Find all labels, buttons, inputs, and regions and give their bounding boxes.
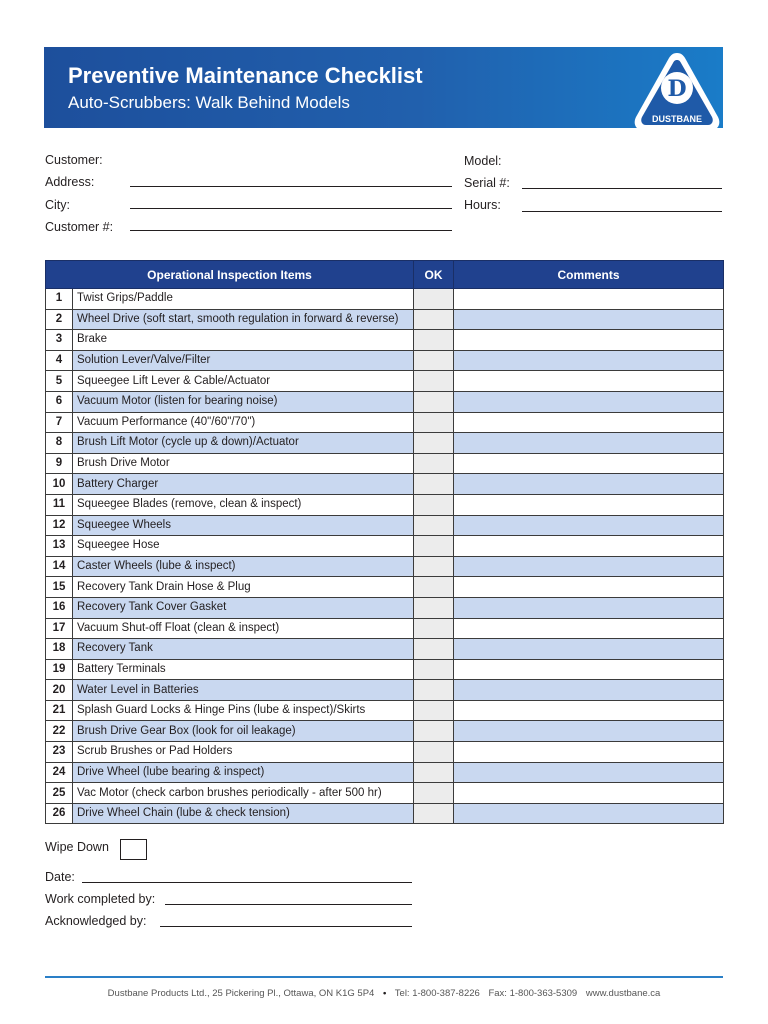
row-number: 14	[46, 556, 73, 577]
comments-cell[interactable]	[454, 433, 724, 454]
inspection-item: Brush Drive Gear Box (look for oil leakage)	[73, 721, 414, 742]
ok-checkbox-cell[interactable]	[414, 556, 454, 577]
inspection-item: Wheel Drive (soft start, smooth regulation in forward & reverse)	[73, 309, 414, 330]
table-row	[46, 803, 724, 824]
footer-fax: Fax: 1-800-363-5309	[488, 988, 578, 999]
inspection-item: Twist Grips/Paddle	[73, 289, 414, 310]
customer-number-label: Customer #:	[45, 220, 114, 234]
date-label: Date:	[45, 870, 75, 884]
row-number: 8	[46, 433, 73, 454]
comments-cell[interactable]	[454, 412, 724, 433]
table-row	[46, 639, 724, 660]
inspection-item: Vacuum Shut-off Float (clean & inspect)	[73, 618, 414, 639]
model-label: Model:	[464, 154, 502, 168]
inspection-item: Brush Drive Motor	[73, 453, 414, 474]
table-row	[46, 577, 724, 598]
table-row	[46, 597, 724, 618]
work-completed-field[interactable]	[165, 904, 412, 905]
comments-cell[interactable]	[454, 289, 724, 310]
comments-cell[interactable]	[454, 309, 724, 330]
ok-checkbox-cell[interactable]	[414, 639, 454, 660]
comments-cell[interactable]	[454, 762, 724, 783]
row-number: 12	[46, 515, 73, 536]
ok-checkbox-cell[interactable]	[414, 412, 454, 433]
ok-checkbox-cell[interactable]	[414, 453, 454, 474]
footer-tel: Tel: 1-800-387-8226	[394, 988, 480, 999]
ok-checkbox-cell[interactable]	[414, 350, 454, 371]
table-row	[46, 371, 724, 392]
inspection-item: Vacuum Performance (40"/60"/70")	[73, 412, 414, 433]
inspection-item: Scrub Brushes or Pad Holders	[73, 742, 414, 763]
comments-cell[interactable]	[454, 577, 724, 598]
table-row	[46, 680, 724, 701]
table-row	[46, 556, 724, 577]
table-row	[46, 783, 724, 804]
row-number: 22	[46, 721, 73, 742]
city-label: City:	[45, 198, 70, 212]
inspection-item: Squeegee Hose	[73, 536, 414, 557]
ok-checkbox-cell[interactable]	[414, 515, 454, 536]
table-row	[46, 433, 724, 454]
table-row	[46, 659, 724, 680]
inspection-item: Brush Lift Motor (cycle up & down)/Actuator	[73, 433, 414, 454]
header-comments: Comments	[454, 261, 724, 289]
ok-checkbox-cell[interactable]	[414, 659, 454, 680]
comments-cell[interactable]	[454, 742, 724, 763]
table-row	[46, 515, 724, 536]
inspection-item: Vac Motor (check carbon brushes periodically - after 500 hr)	[73, 783, 414, 804]
ok-checkbox-cell[interactable]	[414, 783, 454, 804]
comments-cell[interactable]	[454, 494, 724, 515]
ok-checkbox-cell[interactable]	[414, 474, 454, 495]
inspection-item: Splash Guard Locks & Hinge Pins (lube & inspect)/Skirts	[73, 700, 414, 721]
header-items: Operational Inspection Items	[46, 261, 414, 289]
row-number: 24	[46, 762, 73, 783]
ok-checkbox-cell[interactable]	[414, 494, 454, 515]
inspection-item: Squeegee Blades (remove, clean & inspect)	[73, 494, 414, 515]
inspection-table	[45, 260, 724, 824]
hours-field[interactable]	[522, 211, 722, 212]
comments-cell[interactable]	[454, 453, 724, 474]
table-header-row	[46, 261, 724, 289]
row-number: 5	[46, 371, 73, 392]
wipe-down-checkbox[interactable]	[120, 839, 147, 860]
row-number: 15	[46, 577, 73, 598]
footer-divider	[45, 976, 723, 978]
row-number: 19	[46, 659, 73, 680]
page-title: Preventive Maintenance Checklist	[68, 63, 423, 88]
comments-cell[interactable]	[454, 536, 724, 557]
footer	[45, 988, 723, 999]
table-row	[46, 700, 724, 721]
ok-checkbox-cell[interactable]	[414, 721, 454, 742]
ok-checkbox-cell[interactable]	[414, 309, 454, 330]
table-row	[46, 289, 724, 310]
inspection-item: Solution Lever/Valve/Filter	[73, 350, 414, 371]
ok-checkbox-cell[interactable]	[414, 536, 454, 557]
ok-checkbox-cell[interactable]	[414, 700, 454, 721]
inspection-item: Recovery Tank Cover Gasket	[73, 597, 414, 618]
dustbane-logo	[632, 51, 722, 133]
inspection-item: Water Level in Batteries	[73, 680, 414, 701]
ok-checkbox-cell[interactable]	[414, 597, 454, 618]
inspection-item: Drive Wheel Chain (lube & check tension)	[73, 803, 414, 824]
table-body	[46, 289, 724, 824]
row-number: 9	[46, 453, 73, 474]
address-field[interactable]	[130, 186, 452, 187]
comments-cell[interactable]	[454, 721, 724, 742]
footer-address: Dustbane Products Ltd., 25 Pickering Pl., Ottawa, ON K1G 5P4	[107, 988, 375, 999]
row-number: 6	[46, 391, 73, 412]
table-row	[46, 721, 724, 742]
table-row	[46, 536, 724, 557]
table-row	[46, 762, 724, 783]
customer-number-field[interactable]	[130, 230, 452, 231]
comments-cell[interactable]	[454, 515, 724, 536]
customer-label: Customer:	[45, 153, 103, 167]
comments-cell[interactable]	[454, 803, 724, 824]
comments-cell[interactable]	[454, 783, 724, 804]
footer-web[interactable]: www.dustbane.ca	[585, 988, 661, 999]
row-number: 17	[46, 618, 73, 639]
serial-label: Serial #:	[464, 176, 510, 190]
row-number: 26	[46, 803, 73, 824]
footer-bullet: •	[382, 988, 387, 999]
inspection-item: Vacuum Motor (listen for bearing noise)	[73, 391, 414, 412]
row-number: 25	[46, 783, 73, 804]
row-number: 13	[46, 536, 73, 557]
comments-cell[interactable]	[454, 391, 724, 412]
table-row	[46, 618, 724, 639]
serial-field[interactable]	[522, 188, 722, 189]
row-number: 4	[46, 350, 73, 371]
table-row	[46, 309, 724, 330]
inspection-item: Squeegee Wheels	[73, 515, 414, 536]
inspection-item: Squeegee Lift Lever & Cable/Actuator	[73, 371, 414, 392]
inspection-item: Battery Charger	[73, 474, 414, 495]
logo-letter: D	[667, 76, 687, 102]
row-number: 11	[46, 494, 73, 515]
row-number: 2	[46, 309, 73, 330]
comments-cell[interactable]	[454, 474, 724, 495]
ok-checkbox-cell[interactable]	[414, 391, 454, 412]
table-row	[46, 742, 724, 763]
row-number: 10	[46, 474, 73, 495]
comments-cell[interactable]	[454, 680, 724, 701]
city-field[interactable]	[130, 208, 452, 209]
comments-cell[interactable]	[454, 639, 724, 660]
comments-cell[interactable]	[454, 371, 724, 392]
comments-cell[interactable]	[454, 350, 724, 371]
work-completed-label: Work completed by:	[45, 892, 156, 906]
row-number: 20	[46, 680, 73, 701]
table-row	[46, 453, 724, 474]
header-ok: OK	[414, 261, 454, 289]
ok-checkbox-cell[interactable]	[414, 371, 454, 392]
row-number: 3	[46, 330, 73, 351]
ok-checkbox-cell[interactable]	[414, 762, 454, 783]
inspection-item: Recovery Tank Drain Hose & Plug	[73, 577, 414, 598]
logo-brand-text: DUSTBANE	[651, 114, 703, 124]
table-row	[46, 391, 724, 412]
table-row	[46, 474, 724, 495]
comments-cell[interactable]	[454, 330, 724, 351]
ok-checkbox-cell[interactable]	[414, 433, 454, 454]
comments-cell[interactable]	[454, 618, 724, 639]
wipe-down-label: Wipe Down	[45, 840, 109, 854]
acknowledged-field[interactable]	[160, 926, 412, 927]
row-number: 23	[46, 742, 73, 763]
header-banner	[44, 47, 723, 128]
ok-checkbox-cell[interactable]	[414, 618, 454, 639]
comments-cell[interactable]	[454, 597, 724, 618]
row-number: 16	[46, 597, 73, 618]
inspection-item: Brake	[73, 330, 414, 351]
row-number: 1	[46, 289, 73, 310]
row-number: 18	[46, 639, 73, 660]
ok-checkbox-cell[interactable]	[414, 577, 454, 598]
ok-checkbox-cell[interactable]	[414, 289, 454, 310]
address-label: Address:	[45, 175, 95, 189]
ok-checkbox-cell[interactable]	[414, 330, 454, 351]
ok-checkbox-cell[interactable]	[414, 803, 454, 824]
inspection-item: Caster Wheels (lube & inspect)	[73, 556, 414, 577]
table-row	[46, 494, 724, 515]
table-row	[46, 350, 724, 371]
row-number: 21	[46, 700, 73, 721]
inspection-item: Recovery Tank	[73, 639, 414, 660]
hours-label: Hours:	[464, 198, 501, 212]
table-row	[46, 330, 724, 351]
date-field[interactable]	[82, 882, 412, 883]
inspection-item: Battery Terminals	[73, 659, 414, 680]
acknowledged-label: Acknowledged by:	[45, 914, 147, 928]
inspection-item: Drive Wheel (lube bearing & inspect)	[73, 762, 414, 783]
row-number: 7	[46, 412, 73, 433]
ok-checkbox-cell[interactable]	[414, 680, 454, 701]
page-subtitle: Auto-Scrubbers: Walk Behind Models	[68, 93, 350, 112]
comments-cell[interactable]	[454, 659, 724, 680]
comments-cell[interactable]	[454, 700, 724, 721]
comments-cell[interactable]	[454, 556, 724, 577]
ok-checkbox-cell[interactable]	[414, 742, 454, 763]
table-row	[46, 412, 724, 433]
